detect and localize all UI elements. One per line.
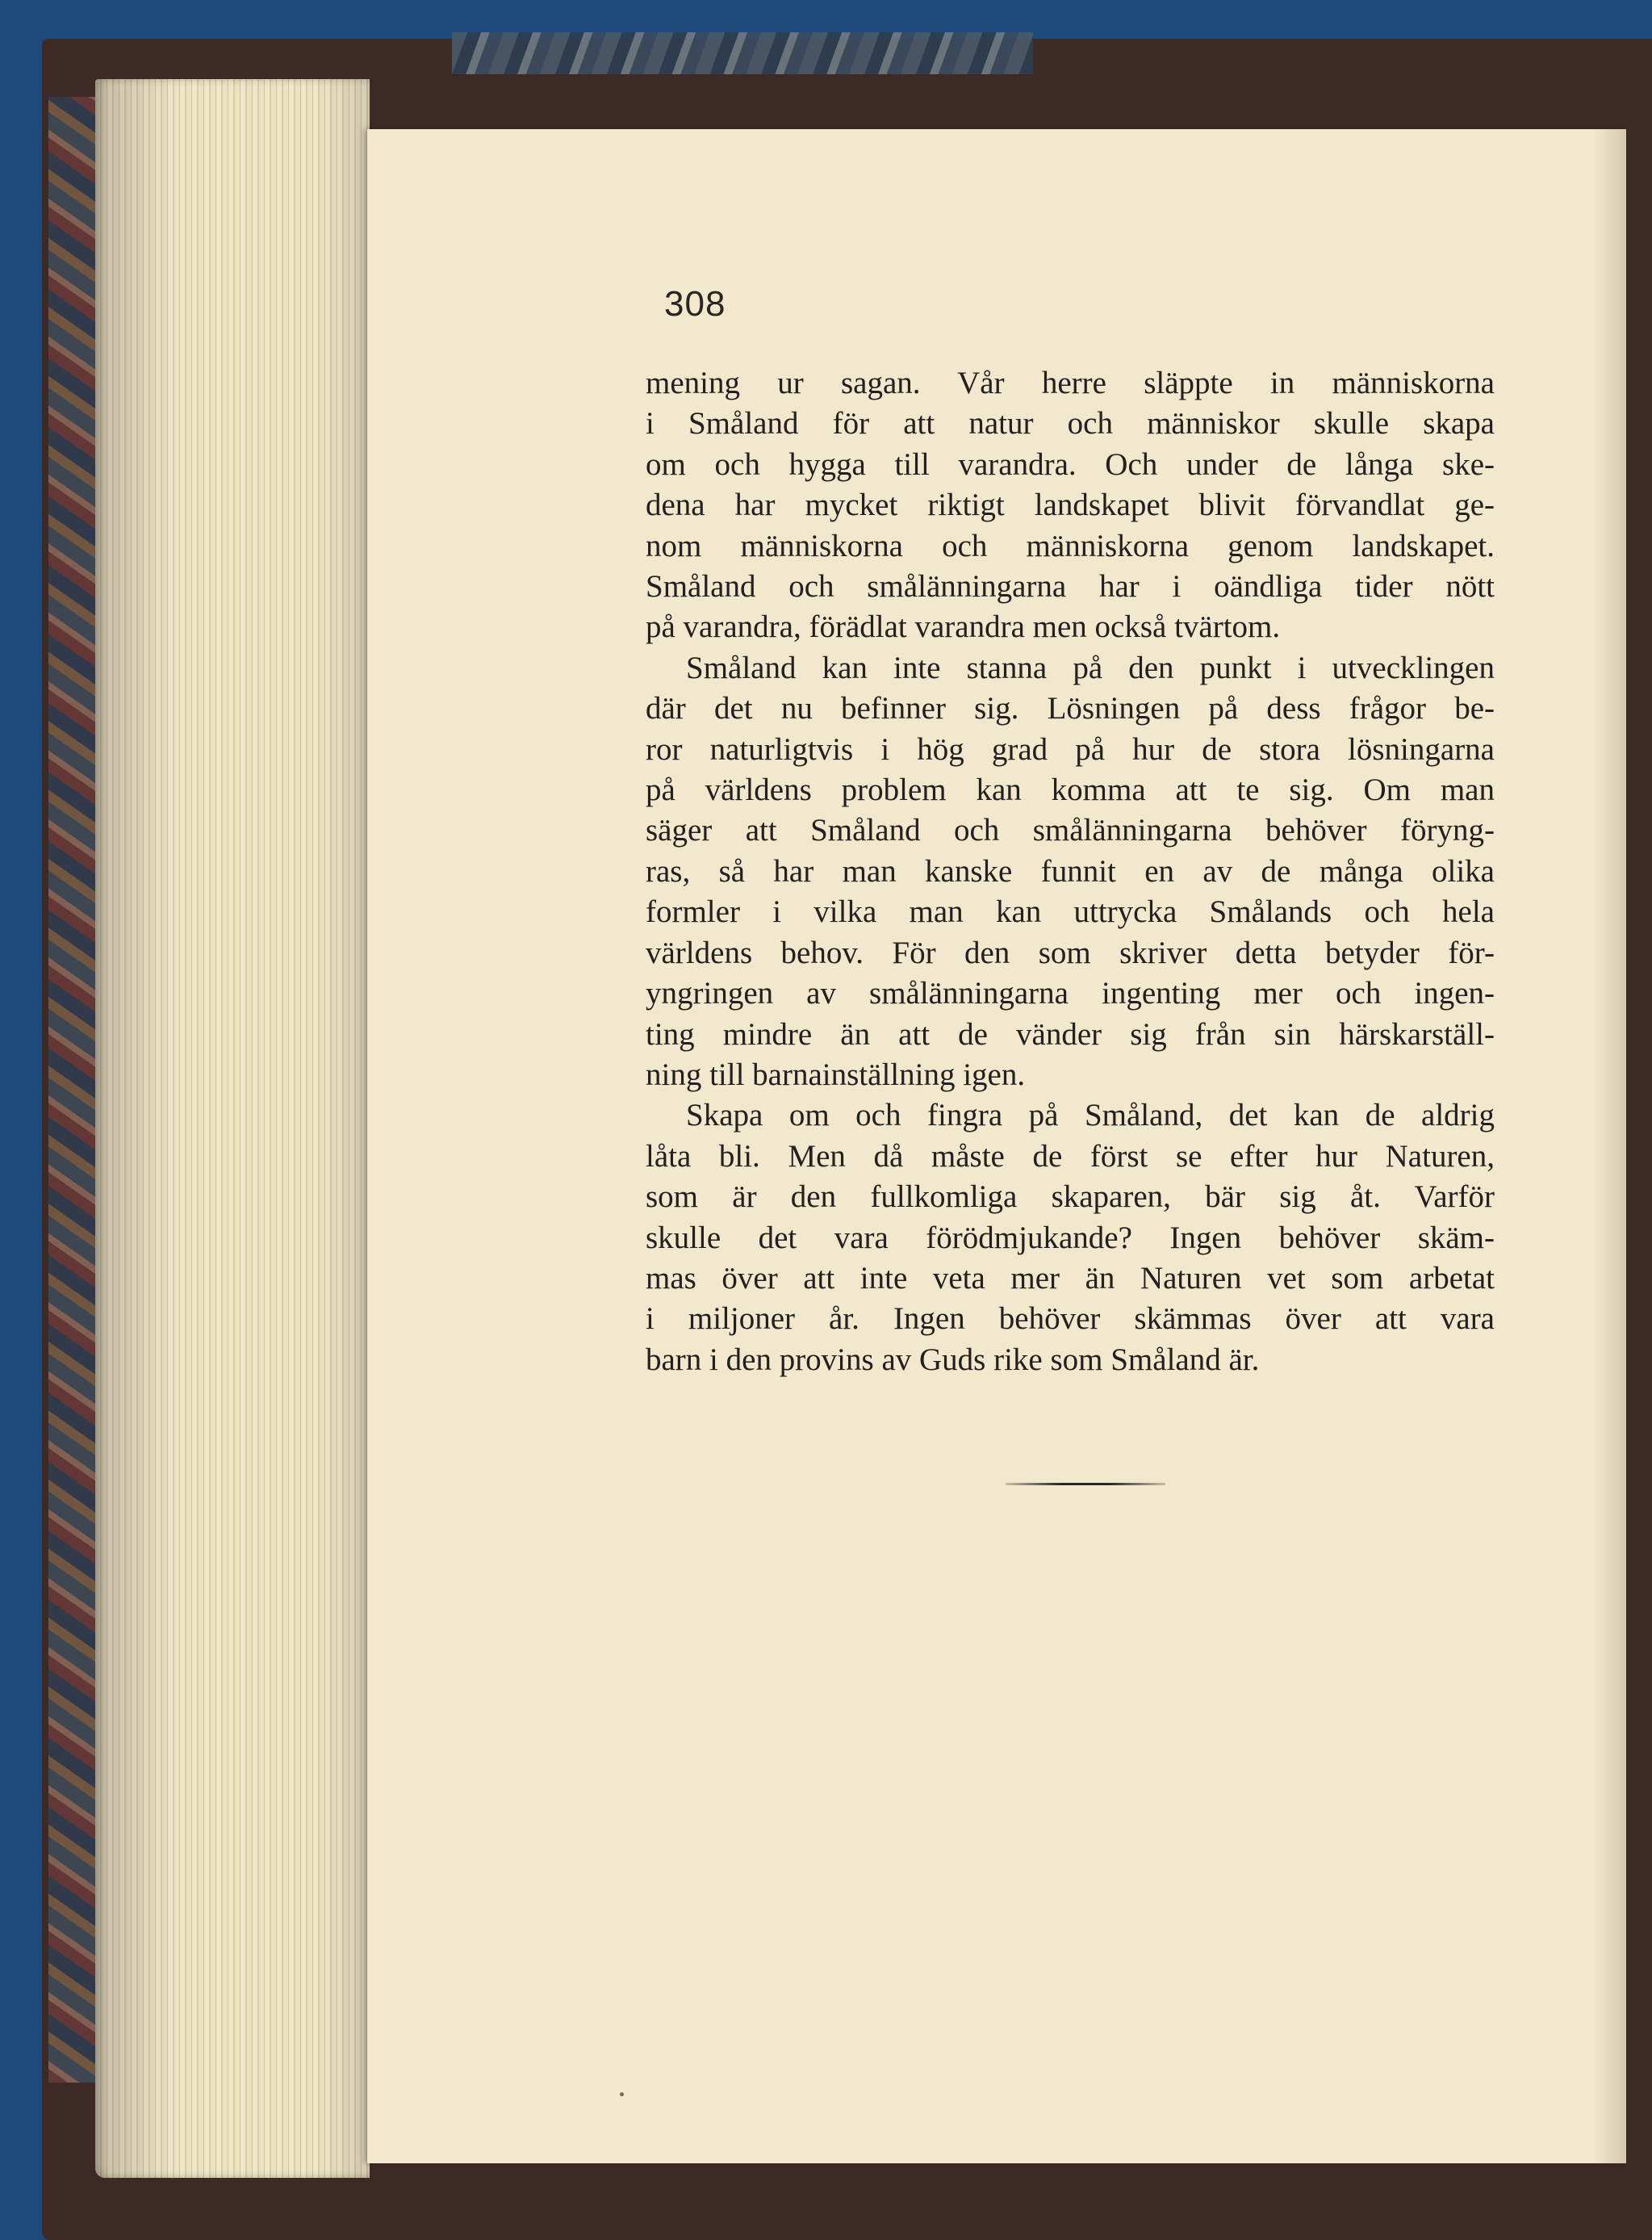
text-line: på världens problem kan komma att te sig. Om man <box>646 772 1495 808</box>
text-line: formler i vilka man kan uttrycka Smålands och hela <box>646 894 1495 930</box>
text-line: som är den fullkomliga skaparen, bär sig åt. Varför <box>646 1179 1495 1215</box>
text-line: barn i den provins av Guds rike som Småland är. <box>646 1342 1260 1377</box>
page-gutter <box>1594 129 1626 2163</box>
text-line: ror naturligtvis i hög grad på hur de stora lösningarna <box>646 731 1495 767</box>
text-line: yngringen av smålänningarna ingenting mer och ingen- <box>646 976 1495 1011</box>
text-line: Småland och smålänningarna har i oändliga tider nött <box>646 569 1495 605</box>
text-line: ting mindre än att de vänder sig från sin härskarställ- <box>646 1016 1495 1052</box>
text-line: på varandra, förädlat varandra men också tvärtom. <box>646 609 1281 645</box>
text-line: nom människorna och människorna genom landskapet. <box>646 528 1495 563</box>
text-line: världens behov. För den som skriver detta betyder för- <box>646 935 1495 970</box>
marbled-board-top <box>452 32 1033 74</box>
page-number: 308 <box>664 284 726 324</box>
text-line: där det nu befinner sig. Lösningen på dess frågor be- <box>646 691 1495 726</box>
text-line: skulle det vara förödmjukande? Ingen behöver skäm- <box>646 1220 1495 1255</box>
text-line: i miljoner år. Ingen behöver skämmas över att vara <box>646 1301 1495 1337</box>
body-text <box>646 363 1495 1380</box>
section-end-rule <box>1006 1483 1165 1485</box>
text-line: i Småland för att natur och människor skulle skapa <box>646 406 1495 442</box>
text-line: om och hygga till varandra. Och under de långa ske- <box>646 446 1495 482</box>
text-line: säger att Småland och smålänningarna behöver föryng- <box>646 813 1495 848</box>
text-line: ras, så har man kanske funnit en av de många olika <box>646 853 1495 889</box>
text-line: mas över att inte veta mer än Naturen vet som arbetat <box>646 1260 1495 1296</box>
text-line: mening ur sagan. Vår herre släppte in människorna <box>646 366 1495 400</box>
text-line: dena har mycket riktigt landskapet blivit förvandlat ge- <box>646 488 1495 523</box>
text-line: Småland kan inte stanna på den punkt i utvecklingen <box>686 650 1495 685</box>
paper-speck <box>620 2092 624 2096</box>
page-edges-shade <box>95 79 370 2178</box>
text-line: Skapa om och fingra på Småland, det kan de aldrig <box>686 1098 1495 1133</box>
text-line: ning till barnainställning igen. <box>646 1057 1026 1092</box>
text-line: låta bli. Men då måste de först se efter hur Naturen, <box>646 1138 1495 1174</box>
